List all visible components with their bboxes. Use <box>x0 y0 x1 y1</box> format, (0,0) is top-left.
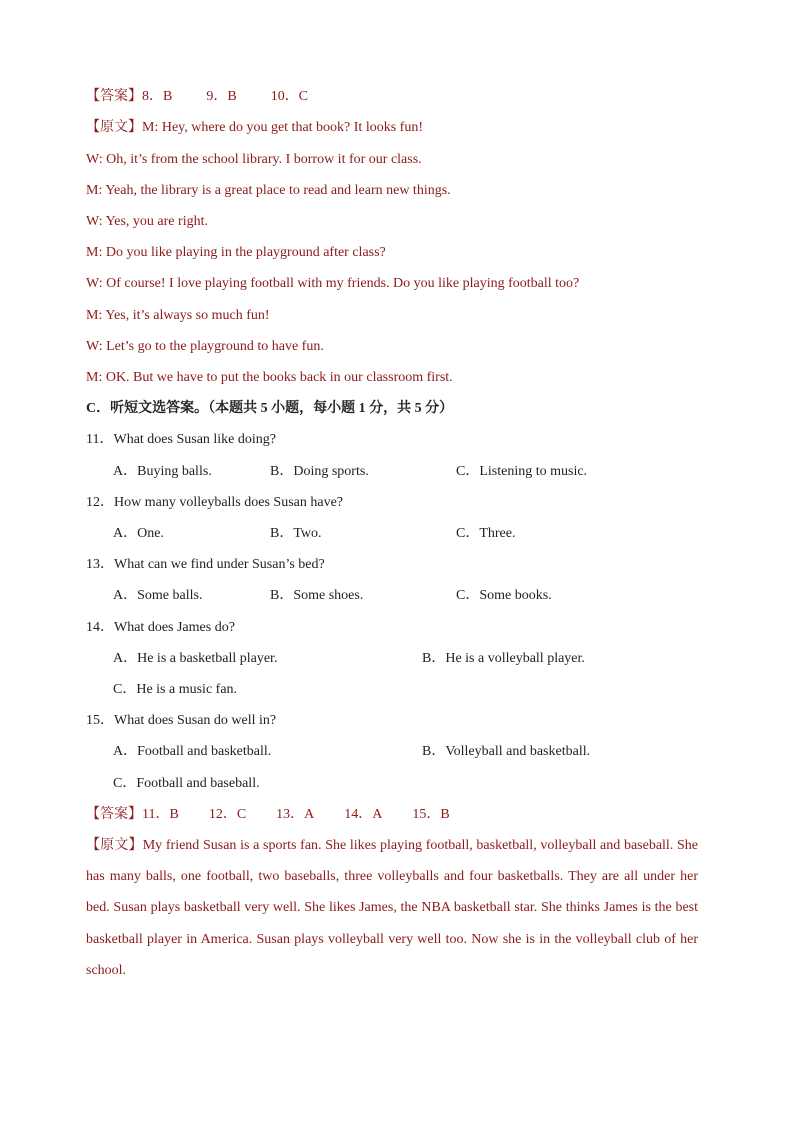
option-a: A．One. <box>113 526 164 541</box>
option-c: C．He is a music fan. <box>113 682 238 697</box>
question-12: 12．How many volleyballs does Susan have? <box>86 495 344 510</box>
answer-tag: 【答案】 <box>86 807 142 822</box>
transcript-line: W: Let’s go to the playground to have fun. <box>86 339 324 354</box>
option-a: A．Buying balls. <box>113 464 212 479</box>
answer-item: 14．A <box>344 807 383 822</box>
option-c: C．Football and baseball. <box>113 776 260 791</box>
question-14: 14．What does James do? <box>86 620 235 635</box>
transcript-line: M: OK. But we have to put the books back in our classroom first. <box>86 370 453 385</box>
question-15: 15．What does Susan do well in? <box>86 713 277 728</box>
transcript-line: W: Yes, you are right. <box>86 214 208 229</box>
answer-item: 8．B <box>142 89 173 104</box>
transcript-text: My friend Susan is a sports fan. She likes playing football, basketball, volleyball and baseball. She has many balls, one football, two baseballs, three volleyballs and four basketballs. They are all under her bed. Susan plays basketball very well. She likes James, the NBA basketball star. She thinks James is the best basketball player in America. Susan plays volleyball very well too. Now she is in the volleyball club of her school. <box>86 838 698 978</box>
answer-line-2 <box>86 806 450 824</box>
option-b: B．Some shoes. <box>270 588 364 603</box>
transcript-line <box>86 119 423 137</box>
option-c: C．Three. <box>456 526 516 541</box>
option-b: B．He is a volleyball player. <box>422 651 585 666</box>
option-a: A．Football and basketball. <box>113 744 272 759</box>
transcript-line: M: Yeah, the library is a great place to read and learn new things. <box>86 183 451 198</box>
option-b: B．Two. <box>270 526 322 541</box>
answer-item: 11．B <box>142 807 179 822</box>
question-13: 13．What can we find under Susan’s bed? <box>86 557 325 572</box>
transcript-text: M: Hey, where do you get that book? It looks fun! <box>142 120 423 135</box>
answer-item: 9．B <box>206 89 237 104</box>
answer-item: 13．A <box>276 807 315 822</box>
option-c: C．Some books. <box>456 588 552 603</box>
section-heading: C．听短文选答案。（本题共 5 小题，每小题 1 分，共 5 分） <box>86 401 454 416</box>
option-a: A．Some balls. <box>113 588 203 603</box>
transcript-tag: 【原文】 <box>86 838 143 853</box>
transcript-line: W: Oh, it’s from the school library. I borrow it for our class. <box>86 152 422 167</box>
transcript-line: M: Do you like playing in the playground after class? <box>86 245 386 260</box>
option-b: B．Doing sports. <box>270 464 369 479</box>
transcript-tag: 【原文】 <box>86 120 142 135</box>
option-b: B．Volleyball and basketball. <box>422 744 591 759</box>
answer-item: 12．C <box>208 807 247 822</box>
answer-tag: 【答案】 <box>86 89 142 104</box>
answer-line-1 <box>86 88 308 106</box>
transcript-line: M: Yes, it’s always so much fun! <box>86 308 270 323</box>
answer-item: 10．C <box>270 89 309 104</box>
answer-item: 15．B <box>412 807 450 822</box>
transcript-line: W: Of course! I love playing football with my friends. Do you like playing football too? <box>86 276 580 291</box>
option-c: C．Listening to music. <box>456 464 588 479</box>
option-a: A．He is a basketball player. <box>113 651 278 666</box>
transcript-paragraph <box>86 830 698 986</box>
question-11: 11．What does Susan like doing? <box>86 432 277 447</box>
